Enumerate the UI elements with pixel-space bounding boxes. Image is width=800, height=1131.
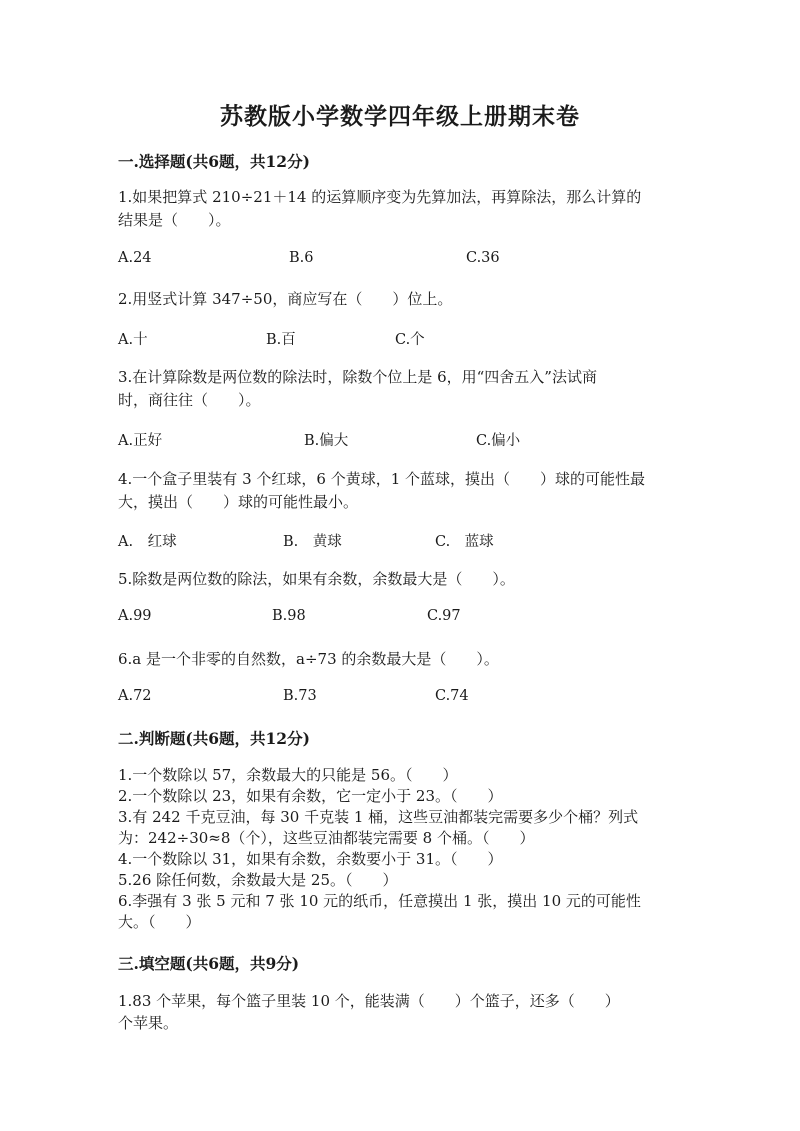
question-2-option-a: A.十: [118, 332, 148, 348]
fill-line-1: 1.83 个苹果，每个篮子里装 10 个，能装满（ ）个篮子，还多（ ）: [118, 992, 620, 1010]
question-4-line-1: 4.一个盒子里装有 3 个红球，6 个黄球，1 个蓝球，摸出（ ）球的可能性最: [118, 470, 646, 488]
judgment-line-3: 3.有 242 千克豆油，每 30 千克装 1 桶，这些豆油都装完需要多少个桶？列式: [118, 808, 639, 826]
question-5-option-a: A.99: [118, 608, 152, 624]
judgment-line-8: 大。（ ）: [118, 913, 201, 931]
question-6-line-1: 6.a 是一个非零的自然数，a÷73 的余数最大是（ ）。: [118, 650, 499, 668]
question-6-option-a: A.72: [118, 688, 152, 704]
judgment-line-7: 6.李强有 3 张 5 元和 7 张 10 元的纸币，任意摸出 1 张，摸出 10 元的可能性: [118, 892, 641, 910]
question-1-option-a: A.24: [118, 250, 152, 266]
section-heading-judgment: 二.判断题(共6题，共12分): [118, 729, 310, 748]
question-4-option-b: B. 黄球: [283, 534, 342, 550]
page-title: 苏教版小学数学四年级上册期末卷: [220, 103, 580, 130]
question-4-option-a: A. 红球: [118, 534, 177, 550]
question-1-line-2: 结果是（ ）。: [118, 211, 231, 229]
judgment-line-6: 5.26 除任何数，余数最大是 25。（ ）: [118, 871, 398, 889]
question-2-line-1: 2.用竖式计算 347÷50，商应写在（ ）位上。: [118, 290, 453, 308]
question-2-option-c: C.个: [395, 332, 425, 348]
section-heading-choice: 一.选择题(共6题，共12分): [118, 152, 310, 171]
question-3-option-c: C.偏小: [476, 433, 521, 449]
judgment-line-5: 4.一个数除以 31，如果有余数，余数要小于 31。（ ）: [118, 850, 503, 868]
question-3-option-b: B.偏大: [304, 433, 349, 449]
question-5-option-b: B.98: [272, 608, 306, 624]
question-3-line-2: 时，商往往（ ）。: [118, 391, 261, 409]
judgment-line-4: 为：242÷30≈8（个），这些豆油都装完需要 8 个桶。（ ）: [118, 829, 535, 847]
section-heading-fill: 三.填空题(共6题，共9分): [118, 954, 300, 973]
question-4-line-2: 大，摸出（ ）球的可能性最小。: [118, 493, 359, 511]
question-1-line-1: 1.如果把算式 210÷21＋14 的运算顺序变为先算加法，再算除法，那么计算的: [118, 188, 642, 206]
question-6-option-c: C.74: [435, 688, 469, 704]
question-1-option-c: C.36: [466, 250, 500, 266]
question-3-option-a: A.正好: [118, 433, 163, 449]
judgment-line-1: 1.一个数除以 57，余数最大的只能是 56。（ ）: [118, 766, 458, 784]
question-3-line-1: 3.在计算除数是两位数的除法时，除数个位上是 6，用“四舍五入”法试商: [118, 368, 597, 386]
question-5-option-c: C.97: [427, 608, 461, 624]
judgment-line-2: 2.一个数除以 23，如果有余数，它一定小于 23。（ ）: [118, 787, 503, 805]
question-4-option-c: C. 蓝球: [435, 534, 494, 550]
question-2-option-b: B.百: [266, 332, 296, 348]
question-5-line-1: 5.除数是两位数的除法，如果有余数，余数最大是（ ）。: [118, 570, 515, 588]
question-1-option-b: B.6: [289, 250, 314, 266]
fill-line-2: 个苹果。: [118, 1014, 179, 1032]
question-6-option-b: B.73: [283, 688, 317, 704]
